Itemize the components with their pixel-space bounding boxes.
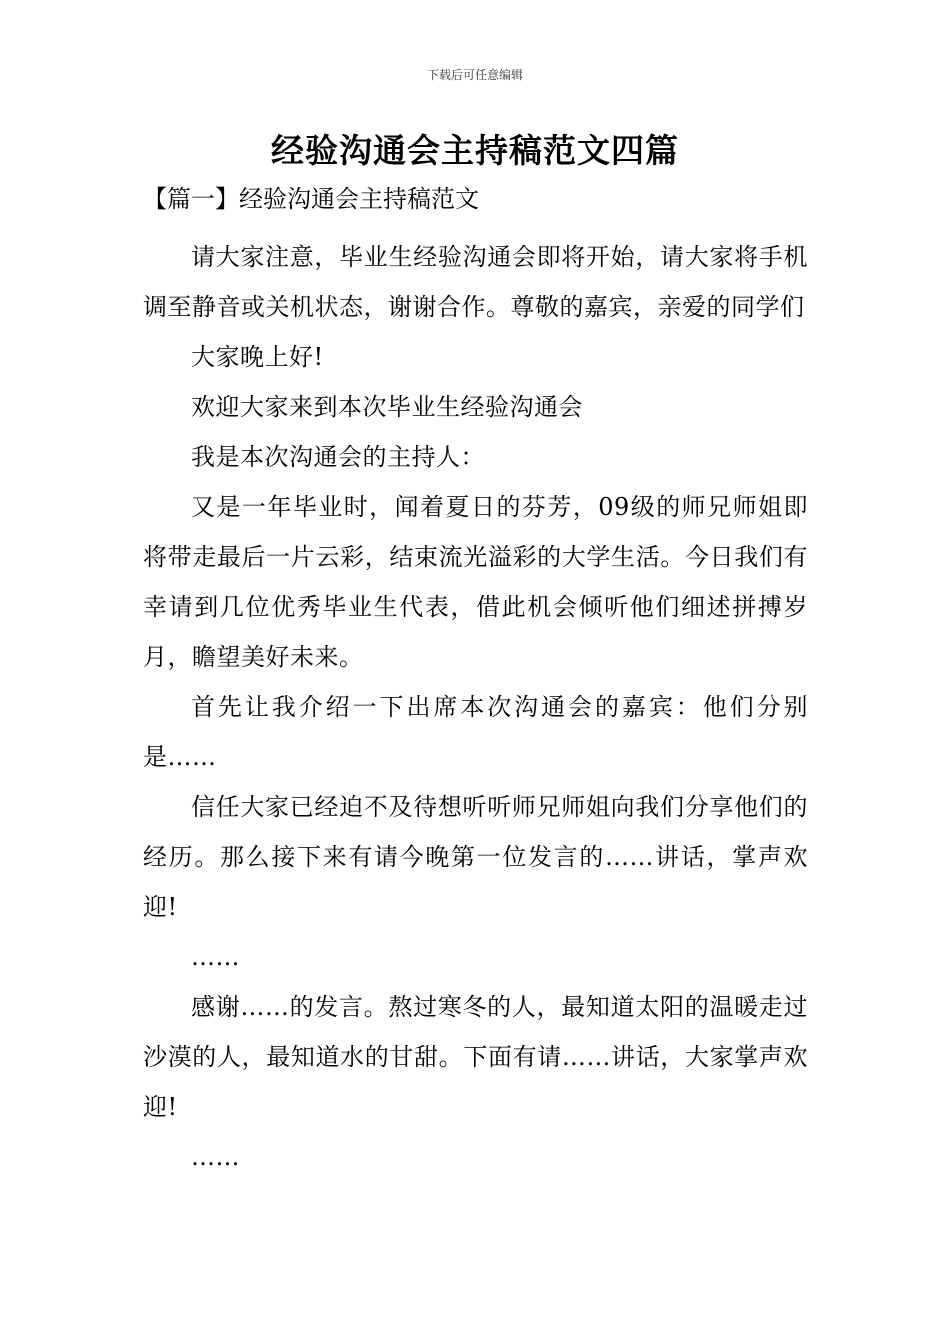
document-title: 经验沟通会主持稿范文四篇 xyxy=(271,131,679,170)
document-body xyxy=(143,232,808,1182)
paragraph-welcome: 欢迎大家来到本次毕业生经验沟通会 xyxy=(191,393,583,421)
paragraph-first-speaker: 信任大家已经迫不及待想听听师兄师姐向我们分享他们的经历。那么接下来有请今晚第一位发言的……讲话，掌声欢迎! xyxy=(143,793,808,921)
paragraph-host: 我是本次沟通会的主持人： xyxy=(191,443,485,471)
paragraph-graduation: 又是一年毕业时，闻着夏日的芬芳，09级的师兄师姐即将带走最后一片云彩，结束流光溢彩的大学生活。今日我们有幸请到几位优秀毕业生代表，借此机会倾听他们细述拼搏岁月，瞻望美好未来。 xyxy=(143,493,808,671)
paragraph-ellipsis: …… xyxy=(191,943,240,971)
paragraph-ellipsis: …… xyxy=(191,1143,240,1171)
paragraph-thanks: 感谢……的发言。熬过寒冬的人，最知道太阳的温暖走过沙漠的人，最知道水的甘甜。下面有请……讲话，大家掌声欢迎! xyxy=(143,993,808,1121)
section-heading: 【篇一】经验沟通会主持稿范文 xyxy=(143,185,479,213)
paragraph-guests: 首先让我介绍一下出席本次沟通会的嘉宾：他们分别是…… xyxy=(143,693,808,771)
paragraph-intro: 请大家注意，毕业生经验沟通会即将开始，请大家将手机调至静音或关机状态，谢谢合作。尊敬的嘉宾，亲爱的同学们 xyxy=(143,243,808,321)
page-header-note: 下载后可任意编辑 xyxy=(426,68,523,82)
paragraph-greeting: 大家晚上好! xyxy=(191,343,324,371)
